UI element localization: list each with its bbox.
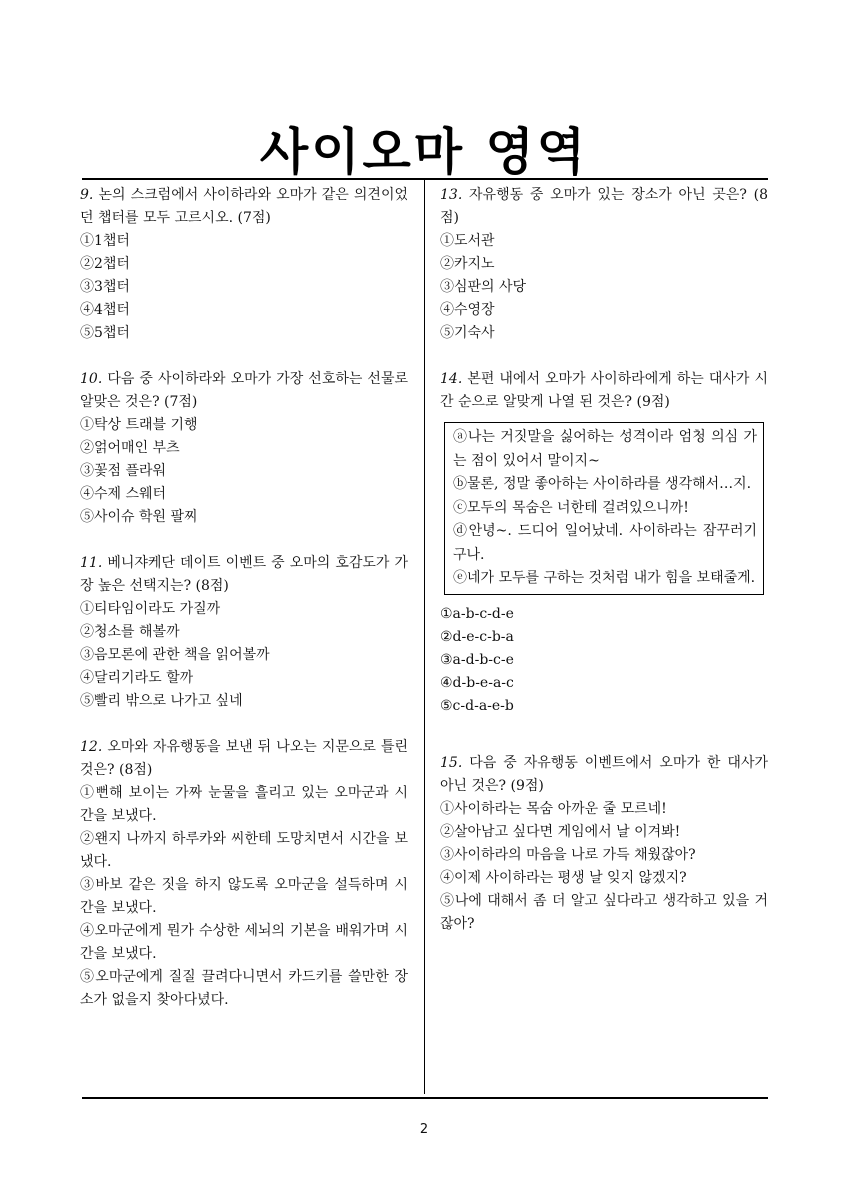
option-4[interactable]: ④수제 스웨터 — [80, 486, 167, 502]
option-3[interactable]: ③a-d-b-c-e — [440, 651, 514, 668]
option-2[interactable]: ②얽어매인 부츠 — [80, 440, 180, 456]
dialogue-line-b: ⓑ물론, 정말 좋아하는 사이하라를 생각해서…지. — [453, 476, 752, 492]
option-4[interactable]: ④4챕터 — [80, 302, 130, 318]
question-stem — [80, 368, 408, 414]
question-text: 논의 스크럼에서 사이하라와 오마가 같은 의견이었던 챕터를 모두 고르시오. (7점) — [80, 187, 408, 226]
option-1[interactable]: ①1챕터 — [80, 233, 130, 249]
dialogue-line-d: ⓓ안녕~. 드디어 일어났네. 사이하라는 잠꾸러기구나. — [453, 523, 757, 563]
question-stem — [440, 184, 768, 230]
question-stem — [80, 552, 408, 598]
option-1[interactable]: ①도서관 — [440, 233, 495, 249]
option-2[interactable]: ②d-e-c-b-a — [440, 628, 514, 645]
top-rule — [82, 178, 768, 180]
bottom-rule — [82, 1097, 768, 1099]
option-4[interactable]: ④달리기라도 할까 — [80, 670, 194, 686]
dialogue-box — [444, 422, 764, 595]
question-text: 베니쟈케단 데이트 이벤트 중 오마의 호감도가 가장 높은 선택지는? (8점) — [80, 555, 409, 594]
dialogue-line-a: ⓐ나는 거짓말을 싫어하는 성격이라 엄청 의심 가는 점이 있어서 말이지~ — [453, 429, 757, 469]
question-text: 본편 내에서 오마가 사이하라에게 하는 대사가 시간 순으로 알맞게 나열 된 것은? (9점) — [440, 371, 769, 410]
question-number: 13. — [440, 187, 463, 203]
option-3[interactable]: ③꽃점 플라워 — [80, 463, 167, 479]
option-4[interactable]: ④수영장 — [440, 302, 495, 318]
question-number: 12. — [80, 739, 103, 755]
question-text: 자유행동 중 오마가 있는 장소가 아닌 곳은? (8점) — [440, 187, 768, 226]
option-1[interactable]: ①사이하라는 목숨 아까운 줄 모르네! — [440, 800, 667, 817]
question-number: 9. — [80, 187, 94, 203]
option-1[interactable]: ①티타임이라도 가질까 — [80, 601, 221, 617]
question-9 — [80, 184, 408, 345]
option-5[interactable]: ⑤빨리 밖으로 나가고 싶네 — [80, 693, 243, 709]
option-4[interactable]: ④이제 사이하라는 평생 날 잊지 않겠지? — [440, 869, 687, 886]
question-14 — [440, 368, 768, 718]
question-text: 다음 중 자유행동 이벤트에서 오마가 한 대사가 아닌 것은? (9점) — [440, 754, 768, 794]
question-number: 15. — [440, 754, 463, 771]
option-5[interactable]: ⑤사이슈 학원 팔찌 — [80, 509, 198, 525]
option-2[interactable]: ②왠지 나까지 하루카와 씨한테 도망치면서 시간을 보냈다. — [80, 831, 408, 870]
option-3[interactable]: ③3챕터 — [80, 279, 130, 295]
question-15 — [440, 752, 768, 936]
question-10 — [80, 368, 408, 529]
question-text: 다음 중 사이하라와 오마가 가장 선호하는 선물로 알맞은 것은? (7점) — [80, 371, 409, 410]
option-1[interactable]: ①뻔해 보이는 가짜 눈물을 흘리고 있는 오마군과 시간을 보냈다. — [80, 785, 408, 824]
option-5[interactable]: ⑤나에 대해서 좀 더 알고 싶다라고 생각하고 있을 거잖아? — [440, 892, 768, 932]
option-3[interactable]: ③사이하라의 마음을 나로 가득 채웠잖아? — [440, 846, 696, 863]
dialogue-line-e: ⓔ네가 모두를 구하는 것처럼 내가 힘을 보태줄게. — [453, 570, 756, 586]
question-stem — [80, 184, 408, 230]
option-5[interactable]: ⑤5챕터 — [80, 325, 130, 341]
option-3[interactable]: ③바보 같은 짓을 하지 않도록 오마군을 설득하며 시간을 보냈다. — [80, 877, 408, 916]
question-number: 10. — [80, 371, 103, 387]
question-text: 오마와 자유행동을 보낸 뒤 나오는 지문으로 틀린 것은? (8점) — [80, 739, 409, 778]
option-1[interactable]: ①탁상 트래블 기행 — [80, 417, 198, 433]
question-stem — [440, 752, 768, 798]
page-number: 2 — [419, 1122, 429, 1137]
question-stem — [80, 736, 408, 782]
option-2[interactable]: ②살아남고 싶다면 게임에서 날 이겨봐! — [440, 823, 681, 840]
question-stem — [440, 368, 768, 414]
option-3[interactable]: ③심판의 사당 — [440, 279, 527, 295]
option-5[interactable]: ⑤c-d-a-e-b — [440, 697, 514, 714]
left-column — [80, 184, 408, 1035]
column-divider — [424, 180, 425, 1094]
dialogue-line-c: ⓒ모두의 목숨은 너한테 걸려있으니까! — [453, 499, 689, 516]
question-number: 11. — [80, 555, 103, 571]
question-12 — [80, 736, 408, 1012]
option-4[interactable]: ④오마군에게 뭔가 수상한 세뇌의 기본을 배워가며 시간을 보냈다. — [80, 923, 408, 962]
page-title: 사이오마 영역 — [259, 123, 589, 181]
question-13 — [440, 184, 768, 345]
question-11 — [80, 552, 408, 713]
option-2[interactable]: ②카지노 — [440, 256, 495, 272]
option-2[interactable]: ②청소를 해볼까 — [80, 624, 180, 640]
option-1[interactable]: ①a-b-c-d-e — [440, 605, 514, 622]
question-number: 14. — [440, 371, 463, 387]
option-4[interactable]: ④d-b-e-a-c — [440, 674, 514, 691]
option-2[interactable]: ②2챕터 — [80, 256, 130, 272]
option-5[interactable]: ⑤기숙사 — [440, 325, 495, 341]
option-5[interactable]: ⑤오마군에게 질질 끌려다니면서 카드키를 쓸만한 장소가 없을지 찾아다녔다. — [80, 969, 408, 1008]
option-3[interactable]: ③음모론에 관한 책을 읽어볼까 — [80, 647, 270, 663]
right-column — [440, 184, 768, 959]
